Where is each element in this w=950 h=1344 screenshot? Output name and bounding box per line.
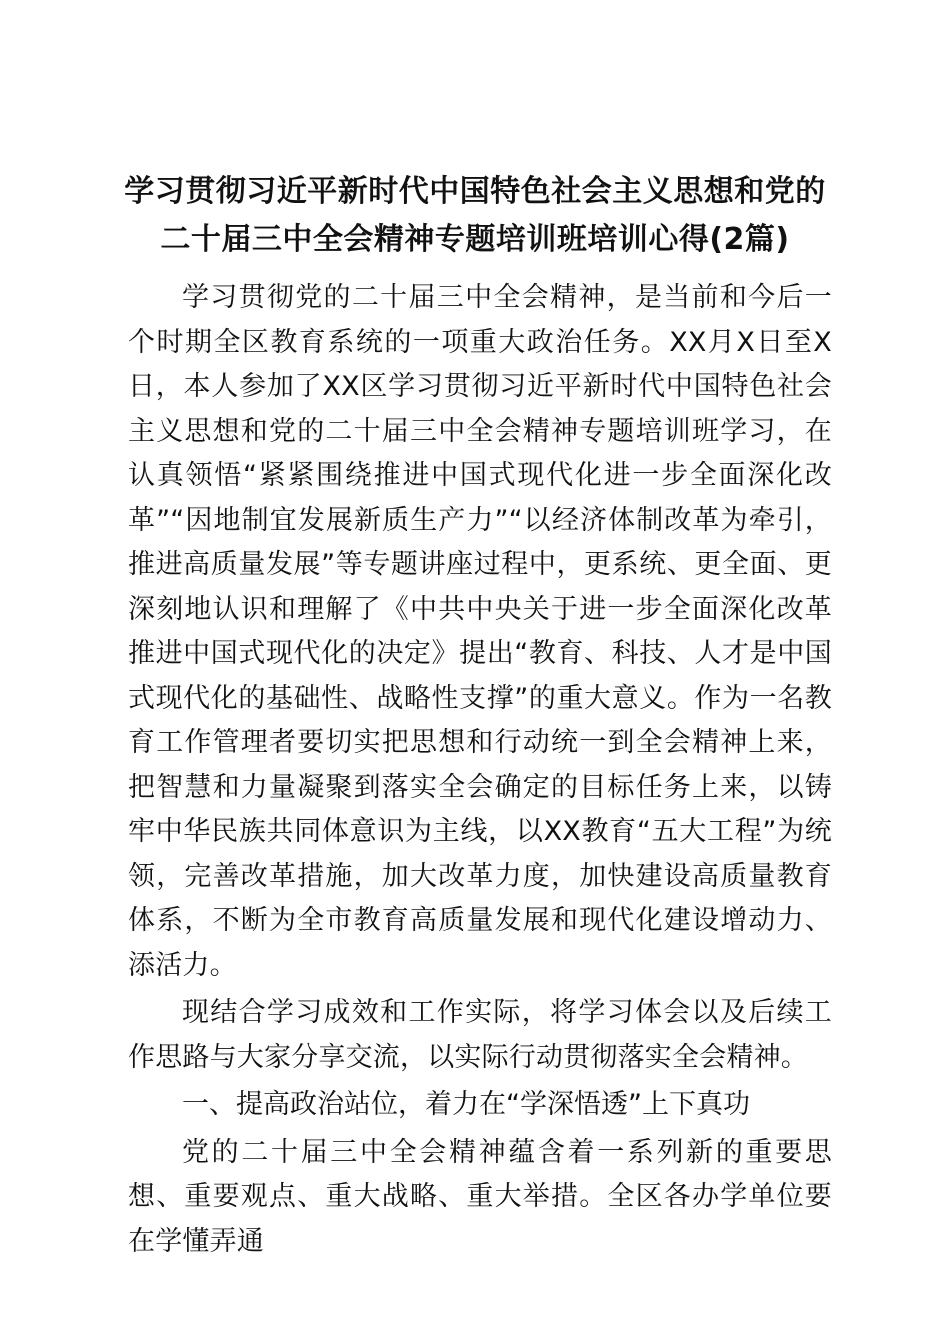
- paragraph-sharing: 现结合学习成效和工作实际，将学习体会以及后续工作思路与大家分享交流，以实际行动贯彻落实全会精神。: [128, 997, 832, 1073]
- document-body: [128, 276, 832, 1264]
- paragraph-intro: 学习贯彻党的二十届三中全会精神，是当前和今后一个时期全区教育系统的一项重大政治任务。XX月X日至X日，本人参加了XX区学习贯彻习近平新时代中国特色社会主义思想和党的二十届三中全会精神专题培训班学习，在认真领悟“紧紧围绕推进中国式现代化进一步全面深化改革”“因地制宜发展新质生产力”“以经济体制改革为牵引，推进高质量发展”等专题讲座过程中，更系统、更全面、更深刻地认识和理解了《中共中央关于进一步全面深化改革推进中国式现代化的决定》提出“教育、科技、人才是中国式现代化的基础性、战略性支撑”的重大意义。作为一名教育工作管理者要切实把思想和行动统一到全会精神上来，把智慧和力量凝聚到落实全会确定的目标任务上来，以铸牢中华民族共同体意识为主线，以XX教育“五大工程”为统领，完善改革措施，加大改革力度，加快建设高质量教育体系，不断为全市教育高质量发展和现代化建设增动力、添活力。: [128, 282, 832, 981]
- section-1-paragraph: 党的二十届三中全会精神蕴含着一系列新的重要思想、重要观点、重大战略、重大举措。全区各办学单位要在学懂弄通: [128, 1136, 832, 1257]
- document-title: 学习贯彻习近平新时代中国特色社会主义思想和党的二十届三中全会精神专题培训班培训心得(2篇): [124, 174, 826, 257]
- section-heading-1: 一、提高政治站位，着力在“学深悟透”上下真功: [182, 1089, 750, 1120]
